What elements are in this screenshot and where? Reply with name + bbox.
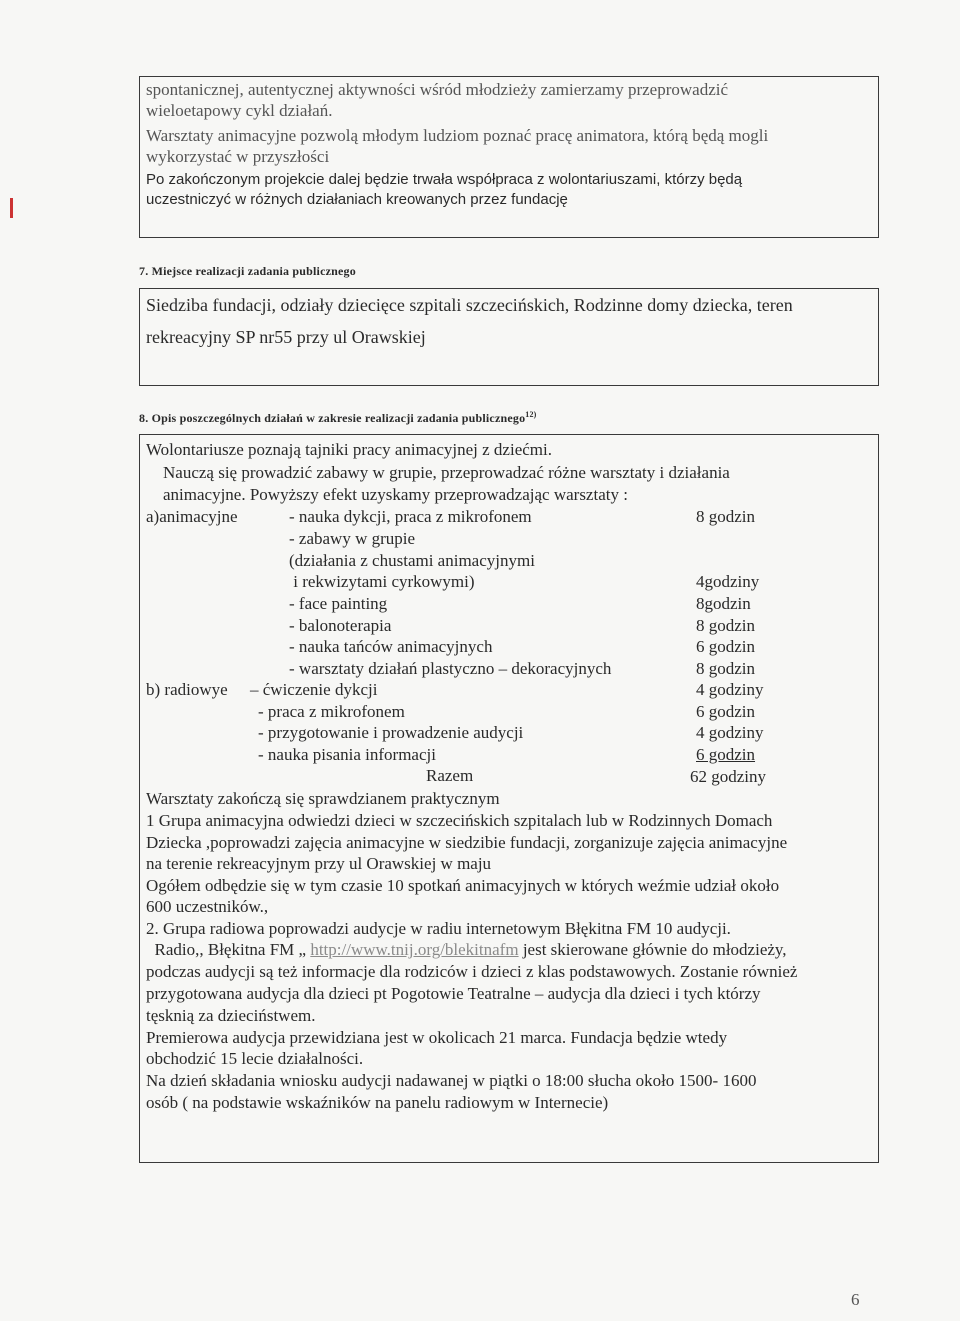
workshop-hours: 8 godzin <box>696 616 756 635</box>
workshop-activity: i rekwizytami cyrkowymi) <box>289 572 475 591</box>
section-6-line: wieloetapowy cykl działań. <box>146 101 333 120</box>
radio-line <box>146 940 787 960</box>
workshop-activity: - przygotowanie i prowadzenie audycji <box>258 723 524 742</box>
body-line: 1 Grupa animacyjna odwiedzi dzieci w szczecińskich szpitalach lub w Rodzinnych Domach <box>146 811 773 830</box>
body-line: 600 uczestników., <box>146 897 269 916</box>
workshop-hours: 6 godzin <box>696 702 756 721</box>
workshop-activity: - nauka dykcji, praca z mikrofonem <box>289 507 532 526</box>
section-6-line: Po zakończonym projekcie dalej będzie trwała współpraca z wolontariuszami, którzy będą <box>146 171 743 188</box>
body-line: Na dzień składania wniosku audycji nadawanej w piątki o 18:00 słucha około 1500- 1600 <box>146 1071 757 1090</box>
body-line: podczas audycji są też informacje dla rodziców i dzieci z klas podstawowych. Zostanie również <box>146 962 798 981</box>
body-line: przygotowana audycja dla dzieci pt Pogotowie Teatralne – audycja dla dzieci i tych którzy <box>146 984 761 1003</box>
body-line: Ogółem odbędzie się w tym czasie 10 spotkań animacyjnych w których weźmie udział około <box>146 876 780 895</box>
workshop-hours: 6 godzin <box>696 745 756 764</box>
workshop-hours: 4 godziny <box>696 680 764 699</box>
workshop-activity: - zabawy w grupie <box>289 529 416 548</box>
total-label: Razem <box>426 766 474 785</box>
body-line: 2. Grupa radiowa poprowadzi audycje w radiu internetowym Błękitna FM 10 audycji. <box>146 919 731 938</box>
workshop-activity: - praca z mikrofonem <box>258 702 405 721</box>
section-8-intro-line: animacyjne. Powyższy efekt uzyskamy przeprowadzając warsztaty : <box>163 485 628 504</box>
body-line: na terenie rekreacyjnym przy ul Orawskiej w maju <box>146 854 492 873</box>
workshop-hours: 4 godziny <box>696 723 764 742</box>
body-line: osób ( na podstawie wskaźników na panelu radiowym w Internecie) <box>146 1093 609 1112</box>
section-6-line: spontanicznej, autentycznej aktywności wśród młodzieży zamierzamy przeprowadzić <box>146 80 729 99</box>
workshop-activity: - face painting <box>289 594 388 613</box>
workshop-hours: 8 godzin <box>696 507 756 526</box>
margin-mark <box>10 198 13 218</box>
section-8-heading-text: 8. Opis poszczególnych działań w zakresie realizacji zadania publicznego <box>139 411 526 425</box>
radio-prefix: Radio,, Błękitna FM „ <box>146 940 311 959</box>
workshop-hours: 8 godzin <box>696 659 756 678</box>
body-line: tęsknią za dzieciństwem. <box>146 1006 316 1025</box>
body-line: obchodzić 15 lecie działalności. <box>146 1049 364 1068</box>
workshop-activity: - nauka tańców animacyjnych <box>289 637 493 656</box>
body-line: Warsztaty zakończą się sprawdzianem praktycznym <box>146 789 500 808</box>
radio-link[interactable]: http://www.tnij.org/blekitnafm <box>310 940 519 959</box>
workshop-hours: 6 godzin <box>696 637 756 656</box>
body-line: Premierowa audycja przewidziana jest w okolicach 21 marca. Fundacja będzie wtedy <box>146 1028 728 1047</box>
section-7-line: rekreacyjny SP nr55 przy ul Orawskiej <box>146 327 426 347</box>
workshop-group: a)animacyjne <box>146 507 238 526</box>
section-6-line: uczestniczyć w różnych działaniach kreowanych przez fundację <box>146 191 568 208</box>
body-line: Dziecka ,poprowadzi zajęcia animacyjne w siedzibie fundacji, zorganizuje zajęcia animacyjne <box>146 833 788 852</box>
section-8-heading <box>139 410 537 426</box>
workshop-group: b) radiowye <box>146 680 228 699</box>
section-7-line: Siedziba fundacji, odziały dziecięce szpitali szczecińskich, Rodzinne domy dziecka, teren <box>146 295 793 315</box>
workshop-activity: (działania z chustami animacyjnymi <box>289 551 535 570</box>
workshop-activity: - nauka pisania informacji <box>258 745 436 764</box>
workshop-hours: 8godzin <box>696 594 751 613</box>
total-hours: 62 godziny <box>690 767 767 786</box>
section-8-intro-line: Wolontariusze poznają tajniki pracy animacyjnej z dziećmi. <box>146 440 552 459</box>
footnote-ref: 12) <box>525 410 537 419</box>
workshop-activity: - balonoterapia <box>289 616 392 635</box>
workshop-activity: – ćwiczenie dykcji <box>250 680 378 699</box>
page-number: 6 <box>851 1290 860 1309</box>
section-6-line: wykorzystać w przyszłości <box>146 147 330 166</box>
section-8-intro-line: Nauczą się prowadzić zabawy w grupie, przeprowadzać różne warsztaty i działania <box>163 463 730 482</box>
radio-suffix: jest skierowane głównie do młodzieży, <box>518 940 787 959</box>
workshop-activity: - warsztaty działań plastyczno – dekoracyjnych <box>289 659 612 678</box>
section-7-heading: 7. Miejsce realizacji zadania publicznego <box>139 264 356 278</box>
workshop-hours: 4godziny <box>696 572 760 591</box>
section-6-line: Warsztaty animacyjne pozwolą młodym ludziom poznać pracę animatora, którą będą mogli <box>146 126 769 145</box>
